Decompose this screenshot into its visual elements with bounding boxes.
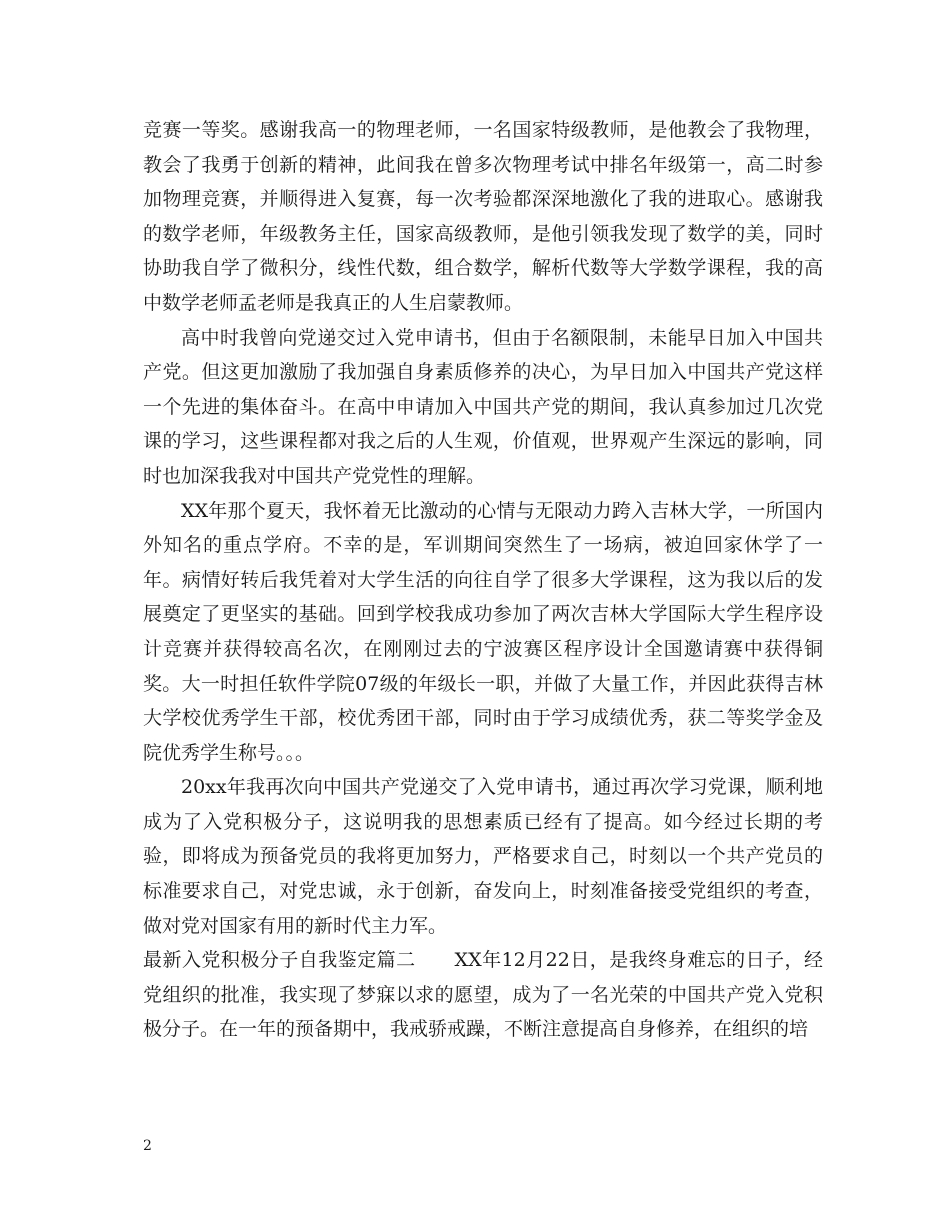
paragraph-3: XX年那个夏天，我怀着无比激动的心情与无限动力跨入吉林大学，一所国内外知名的重点学府。不幸的是，军训期间突然生了一场病，被迫回家休学了一年。病情好转后我凭着对大学生活的向往自学了很多大学课程，这为我以后的发展奠定了更坚实的基础。回到学校我成功参加了两次吉林大学国际大学生程序设计竞赛并获得较高名次，在刚刚过去的宁波赛区程序设计全国邀请赛中获得铜奖。大一时担任软件学院07级的年级长一职，并做了大量工作，并因此获得吉林大学校优秀学生干部，校优秀团干部，同时由于学习成绩优秀，获二等奖学金及院优秀学生称号。。。	[143, 499, 823, 764]
paragraph-5-section-heading: 最新入党积极分子自我鉴定篇二 XX年12月22日，是我终身难忘的日子，经党组织的批准，我实现了梦寐以求的愿望，成为了一名光荣的中国共产党入党积极分子。在一年的预备期中，我戒骄戒躁，不断注意提高自身修养，在组织的培	[143, 949, 823, 1041]
document-body	[143, 113, 823, 1047]
paragraph-2: 高中时我曾向党递交过入党申请书，但由于名额限制，未能早日加入中国共产党。但这更加激励了我加强自身素质修养的决心，为早日加入中国共产党这样一个先进的集体奋斗。在高中申请加入中国共产党的期间，我认真参加过几次党课的学习，这些课程都对我之后的人生观，价值观，世界观产生深远的影响，同时也加深我我对中国共产党党性的理解。	[143, 326, 823, 487]
paragraph-4: 20xx年我再次向中国共产党递交了入党申请书，通过再次学习党课，顺利地成为了入党积极分子，这说明我的思想素质已经有了提高。如今经过长期的考验，即将成为预备党员的我将更加努力，严格要求自己，时刻以一个共产党员的标准要求自己，对党忠诚，永于创新，奋发向上，时刻准备接受党组织的考查，做对党对国家有用的新时代主力军。	[143, 776, 823, 937]
page-number: 2	[143, 1138, 152, 1154]
paragraph-1: 竞赛一等奖。感谢我高一的物理老师，一名国家特级教师，是他教会了我物理，教会了我勇于创新的精神，此间我在曾多次物理考试中排名年级第一，高二时参加物理竞赛，并顺得进入复赛，每一次考验都深深地激化了我的进取心。感谢我的数学老师，年级教务主任，国家高级教师，是他引领我发现了数学的美，同时协助我自学了微积分，线性代数，组合数学，解析代数等大学数学课程，我的高中数学老师孟老师是我真正的人生启蒙教师。	[143, 119, 823, 314]
